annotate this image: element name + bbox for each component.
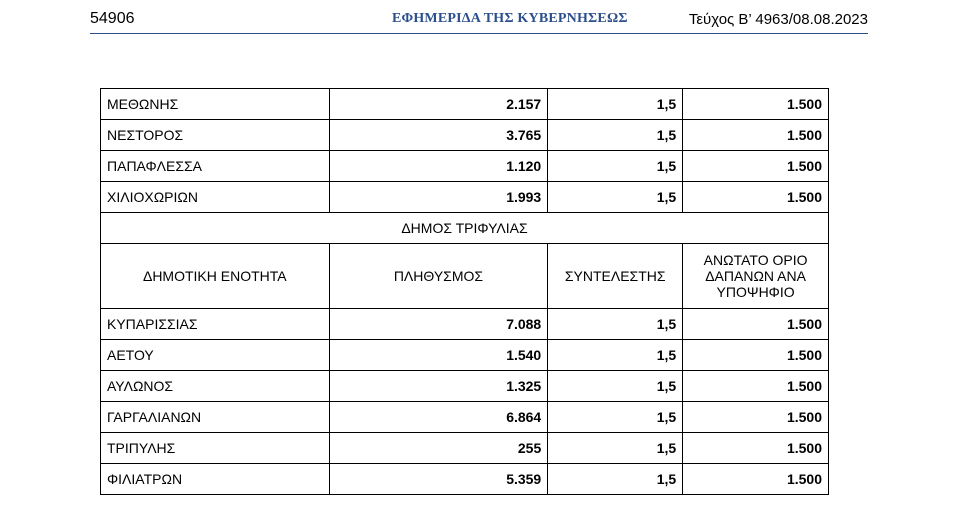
factor-cell: 1,5 [548,340,683,371]
page-number: 54906 [90,10,135,27]
population-cell: 1.540 [329,340,548,371]
population-cell: 6.864 [329,402,548,433]
unit-cell: ΠΑΠΑΦΛΕΣΣΑ [101,151,330,182]
election-spending-table [100,88,829,495]
col-header-max-line: ΑΝΩΤΑΤΟ ΟΡΙΟ [703,252,808,268]
population-cell: 1.993 [329,182,548,213]
population-cell: 7.088 [329,309,548,340]
max-cell: 1.500 [683,151,829,182]
gazette-title: ΕΦΗΜΕΡΙΔΑ ΤΗΣ ΚΥΒΕΡΝΗΣΕΩΣ [392,11,628,26]
unit-cell: ΚΥΠΑΡΙΣΣΙΑΣ [101,309,330,340]
column-header-row [101,244,829,309]
table-row [101,309,829,340]
table-row [101,433,829,464]
table-row [101,402,829,433]
unit-cell: ΑΥΛΩΝΟΣ [101,371,330,402]
factor-cell: 1,5 [548,120,683,151]
factor-cell: 1,5 [548,182,683,213]
issue-label: Τεύχος Β’ 4963/08.08.2023 [688,11,868,28]
max-cell: 1.500 [683,402,829,433]
unit-cell: ΦΙΛΙΑΤΡΩΝ [101,464,330,495]
max-cell: 1.500 [683,464,829,495]
factor-cell: 1,5 [548,151,683,182]
factor-cell: 1,5 [548,309,683,340]
municipality-title: ΔΗΜΟΣ ΤΡΙΦΥΛΙΑΣ [101,213,829,244]
max-cell: 1.500 [683,433,829,464]
max-cell: 1.500 [683,89,829,120]
table-row [101,120,829,151]
factor-cell: 1,5 [548,89,683,120]
table-row [101,182,829,213]
unit-cell: ΤΡΙΠΥΛΗΣ [101,433,330,464]
max-cell: 1.500 [683,182,829,213]
table-row [101,340,829,371]
table-row [101,89,829,120]
population-cell: 1.120 [329,151,548,182]
table-row [101,464,829,495]
population-cell: 255 [329,433,548,464]
group-title-row [101,213,829,244]
col-header-unit: ΔΗΜΟΤΙΚΗ ΕΝΟΤΗΤΑ [101,244,330,309]
col-header-population: ΠΛΗΘΥΣΜΟΣ [329,244,548,309]
unit-cell: ΜΕΘΩΝΗΣ [101,89,330,120]
col-header-max-line: ΔΑΠΑΝΩΝ ΑΝΑ [705,268,806,284]
population-cell: 1.325 [329,371,548,402]
max-cell: 1.500 [683,371,829,402]
unit-cell: ΝΕΣΤΟΡΟΣ [101,120,330,151]
factor-cell: 1,5 [548,402,683,433]
max-cell: 1.500 [683,309,829,340]
unit-cell: ΑΕΤΟΥ [101,340,330,371]
factor-cell: 1,5 [548,433,683,464]
factor-cell: 1,5 [548,464,683,495]
page-header [90,10,868,32]
unit-cell: ΧΙΛΙΟΧΩΡΙΩΝ [101,182,330,213]
max-cell: 1.500 [683,120,829,151]
unit-cell: ΓΑΡΓΑΛΙΑΝΩΝ [101,402,330,433]
population-cell: 3.765 [329,120,548,151]
max-cell: 1.500 [683,340,829,371]
col-header-factor: ΣΥΝΤΕΛΕΣΤΗΣ [548,244,683,309]
col-header-max-line: ΥΠΟΨΗΦΙΟ [716,284,795,300]
population-cell: 2.157 [329,89,548,120]
table-row [101,371,829,402]
population-cell: 5.359 [329,464,548,495]
header-divider [90,33,868,34]
col-header-max [683,244,829,309]
factor-cell: 1,5 [548,371,683,402]
table-row [101,151,829,182]
